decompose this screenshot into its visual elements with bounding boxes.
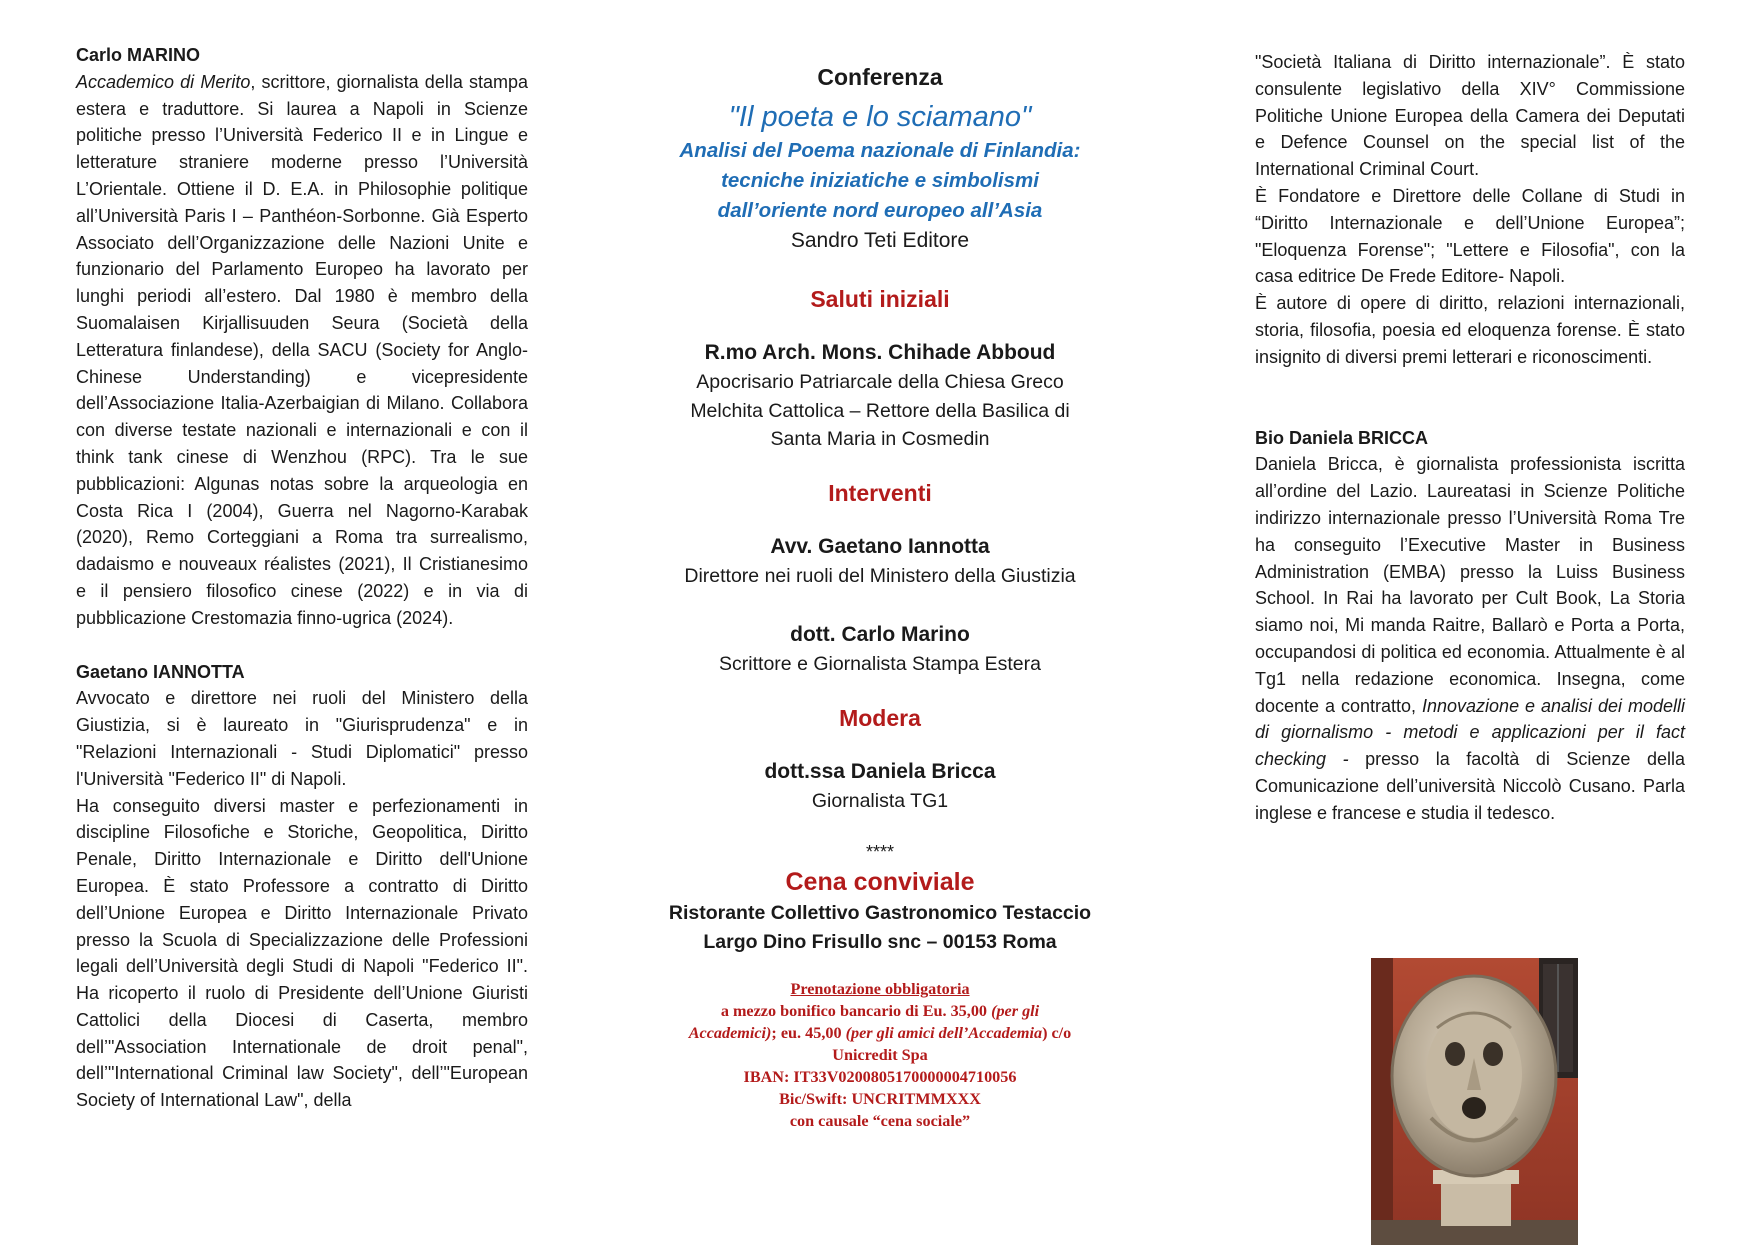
booking-causale: con causale “cena sociale” [789,1112,971,1130]
saluti-heading: Saluti iniziali [810,286,950,312]
conference-subtitle-1: Analisi del Poema nazionale di Finlandia: [679,139,1081,162]
marino-name: dott. Carlo Marino [790,623,970,646]
separator-stars: **** [865,842,895,862]
conference-title: "Il poeta e lo sciamano" [728,101,1032,133]
booking-line-2 [630,1022,1130,1044]
restaurant-name: Ristorante Collettivo Gastronomico Testaccio [668,902,1092,924]
modera-heading: Modera [839,704,921,731]
bricca-bio-name: Bio Daniela BRICCA [1255,427,1429,448]
abboud-role-1: Apocrisario Patriarcale della Chiesa Greco [696,371,1064,393]
conference-subtitle-3: dall’oriente nord europeo all’Asia [717,199,1043,222]
booking-block [630,978,1130,1132]
marino-title: Accademico di Merito [76,71,251,92]
abboud-role-3: Santa Maria in Cosmedin [770,428,990,450]
booking-line-1 [630,1000,1130,1022]
restaurant-address: Largo Dino Frisullo snc – 00153 Roma [703,930,1057,953]
iannotta-bio-cont-2: È Fondatore e Direttore delle Collane di Studi in “Diritto Internazionale e dell’Unione Europea”; "Eloquenza Forense"; "Lettere e Filosofia", con la casa editrice De Frede Editore- Napoli. [1255,185,1685,287]
center-column [630,60,1130,1132]
bricca-bio-body: Daniela Bricca, è giornalista professionista iscritta all’ordine del Lazio. Laureatasi in Scienze Politiche indirizzo internazionale presso l’Università Roma Tre ha conseguito l’Executive Master in Business Administration (EMBA) presso la Luiss Business School. In Rai ha lavorato per Cult Book, La Storia siamo noi, Mi manda Raitre, Ballarò e Porta a Porta, occupandosi di politica ed economia. Attualmente è al Tg1 nella redazione economica. Insegna, come docente a contratto, [1255,454,1685,716]
booking-l1: a mezzo bonifico bancario di Eu. 35,00 [720,1002,992,1020]
bricca-bio-text [1255,451,1685,826]
iannotta-bio-cont-1: "Società Italiana di Diritto internazionale”. È stato consulente legislativo della XIV° Commissione Politiche Unione Europea della Camera dei Deputati e Defence Counsel on the special list of the International Criminal Court. [1255,52,1685,180]
marino-bio-name: Carlo MARINO [76,45,201,65]
interventi-heading: Interventi [828,479,932,506]
booking-l2: ; eu. 45,00 [771,1024,846,1042]
booking-iban: IBAN: IT33V0200805170000004710056 [743,1068,1017,1086]
iannotta-bio-text-2: Ha conseguito diversi master e perfezionamenti in discipline Filosofiche e Storiche, Geopolitica, Diritto Penale, Diritto Internazionale e Diritto dell'Unione Europea. È stato Professore a contratto di Diritto dell’Unione Europea e Diritto Internazionale Privato presso la Scuola di Specializzazione delle Professioni legali dell’Università degli Studi di Napoli "Federico II". Ha ricoperto il ruolo di Presidente dell’Unione Giuristi Cattolici della Diocesi di Caserta, membro dell’"Association Internationale de droit penal", dell’"International Criminal law Society", dell’"European Society of International Law", della [76,795,528,1111]
cena-heading: Cena conviviale [785,868,975,896]
bocca-della-verita-photo [1371,958,1578,1245]
booking-l2-end: ) c/o [1042,1024,1072,1042]
marino-bio-body: , scrittore, giornalista della stampa estera e traduttore. Si laurea a Napoli in Scienze politiche presso l’Università Federico II e in Lingue e letterature straniere moderne presso l’Università L’Orientale. Ottiene il D. E.A. in Philosophie politique all’Università Paris I – Panthéon-Sorbonne. Già Esperto Associato dell’Organizzazione delle Nazioni Unite e funzionario del Parlamento Europeo ha lavorato per lunghi periodi all’estero. Dal 1980 è membro della Suomalaisen Kirjallisuuden Seura (Società della Letteratura finlandese), della SACU (Society for Anglo-Chinese Understanding) e vicepresidente dell’Associazione Italia-Azerbaigian di Milano. Collabora con diverse testate nazionali e internazionali e con il think tank cinese di Wenzhou (RPC). Tra le sue pubblicazioni: Algunas notas sobre la arqueologia en Costa Rica I (2004), Guerra nel Nagorno-Karabak (2020), Remo Corteggiani a Roma tra surrealismo, dadaismo e nouveaux réalistes (2021), Il Cristianesimo e il pensiero filosofico cinese (2022) e in via di pubblicazione Crestomazia finno-ugrica (2024). [76,71,528,628]
iannotta-bio-name: Gaetano IANNOTTA [76,661,245,682]
iannotta-name: Avv. Gaetano Iannotta [770,534,990,558]
conference-subtitle-2: tecniche iniziatiche e simbolismi [721,169,1039,192]
booking-bank: Unicredit Spa [832,1046,928,1064]
booking-bic: Bic/Swift: UNCRITMMXXX [779,1090,981,1108]
iannotta-bio-cont-3: È autore di opere di diritto, relazioni internazionali, storia, filosofia, poesia ed eloquenza forense. È stato insignito di diversi premi letterari e riconoscimenti. [1255,293,1685,367]
abboud-name: R.mo Arch. Mons. Chihade Abboud [704,341,1056,364]
bricca-name: dott.ssa Daniela Bricca [764,759,996,783]
right-column [1255,49,1685,827]
booking-title-text: Prenotazione obbligatoria [790,980,970,998]
publisher: Sandro Teti Editore [790,229,970,252]
conference-heading: Conferenza [817,64,943,90]
bricca-course: Innovazione e analisi dei modelli di giornalismo - metodi e applicazioni per il fact checking - [1255,695,1686,770]
booking-l1-italic: (per gli [991,1002,1040,1020]
bricca-bio-end: presso la facoltà di Scienze della Comunicazione dell’università Niccolò Cusano. Parla inglese e francese e studia il tedesco. [1255,749,1686,823]
booking-l2-italic: Accademici) [688,1024,772,1042]
marino-role: Scrittore e Giornalista Stampa Estera [719,653,1041,675]
booking-l2-italic-2: (per gli amici dell’Accademia [845,1024,1043,1042]
booking-title [630,978,1130,1000]
marino-bio-text [76,69,528,632]
iannotta-bio-text-1: Avvocato e direttore nei ruoli del Ministero della Giustizia, si è laureato in "Giurisprudenza" e in "Relazioni Internazionali - Studi Diplomatici" presso l'Università "Federico II" di Napoli. [76,688,528,789]
iannotta-role: Direttore nei ruoli del Ministero della Giustizia [684,564,1076,587]
abboud-role-2: Melchita Cattolica – Rettore della Basilica di [690,399,1070,422]
left-column [76,42,528,1114]
bricca-role: Giornalista TG1 [811,789,949,812]
